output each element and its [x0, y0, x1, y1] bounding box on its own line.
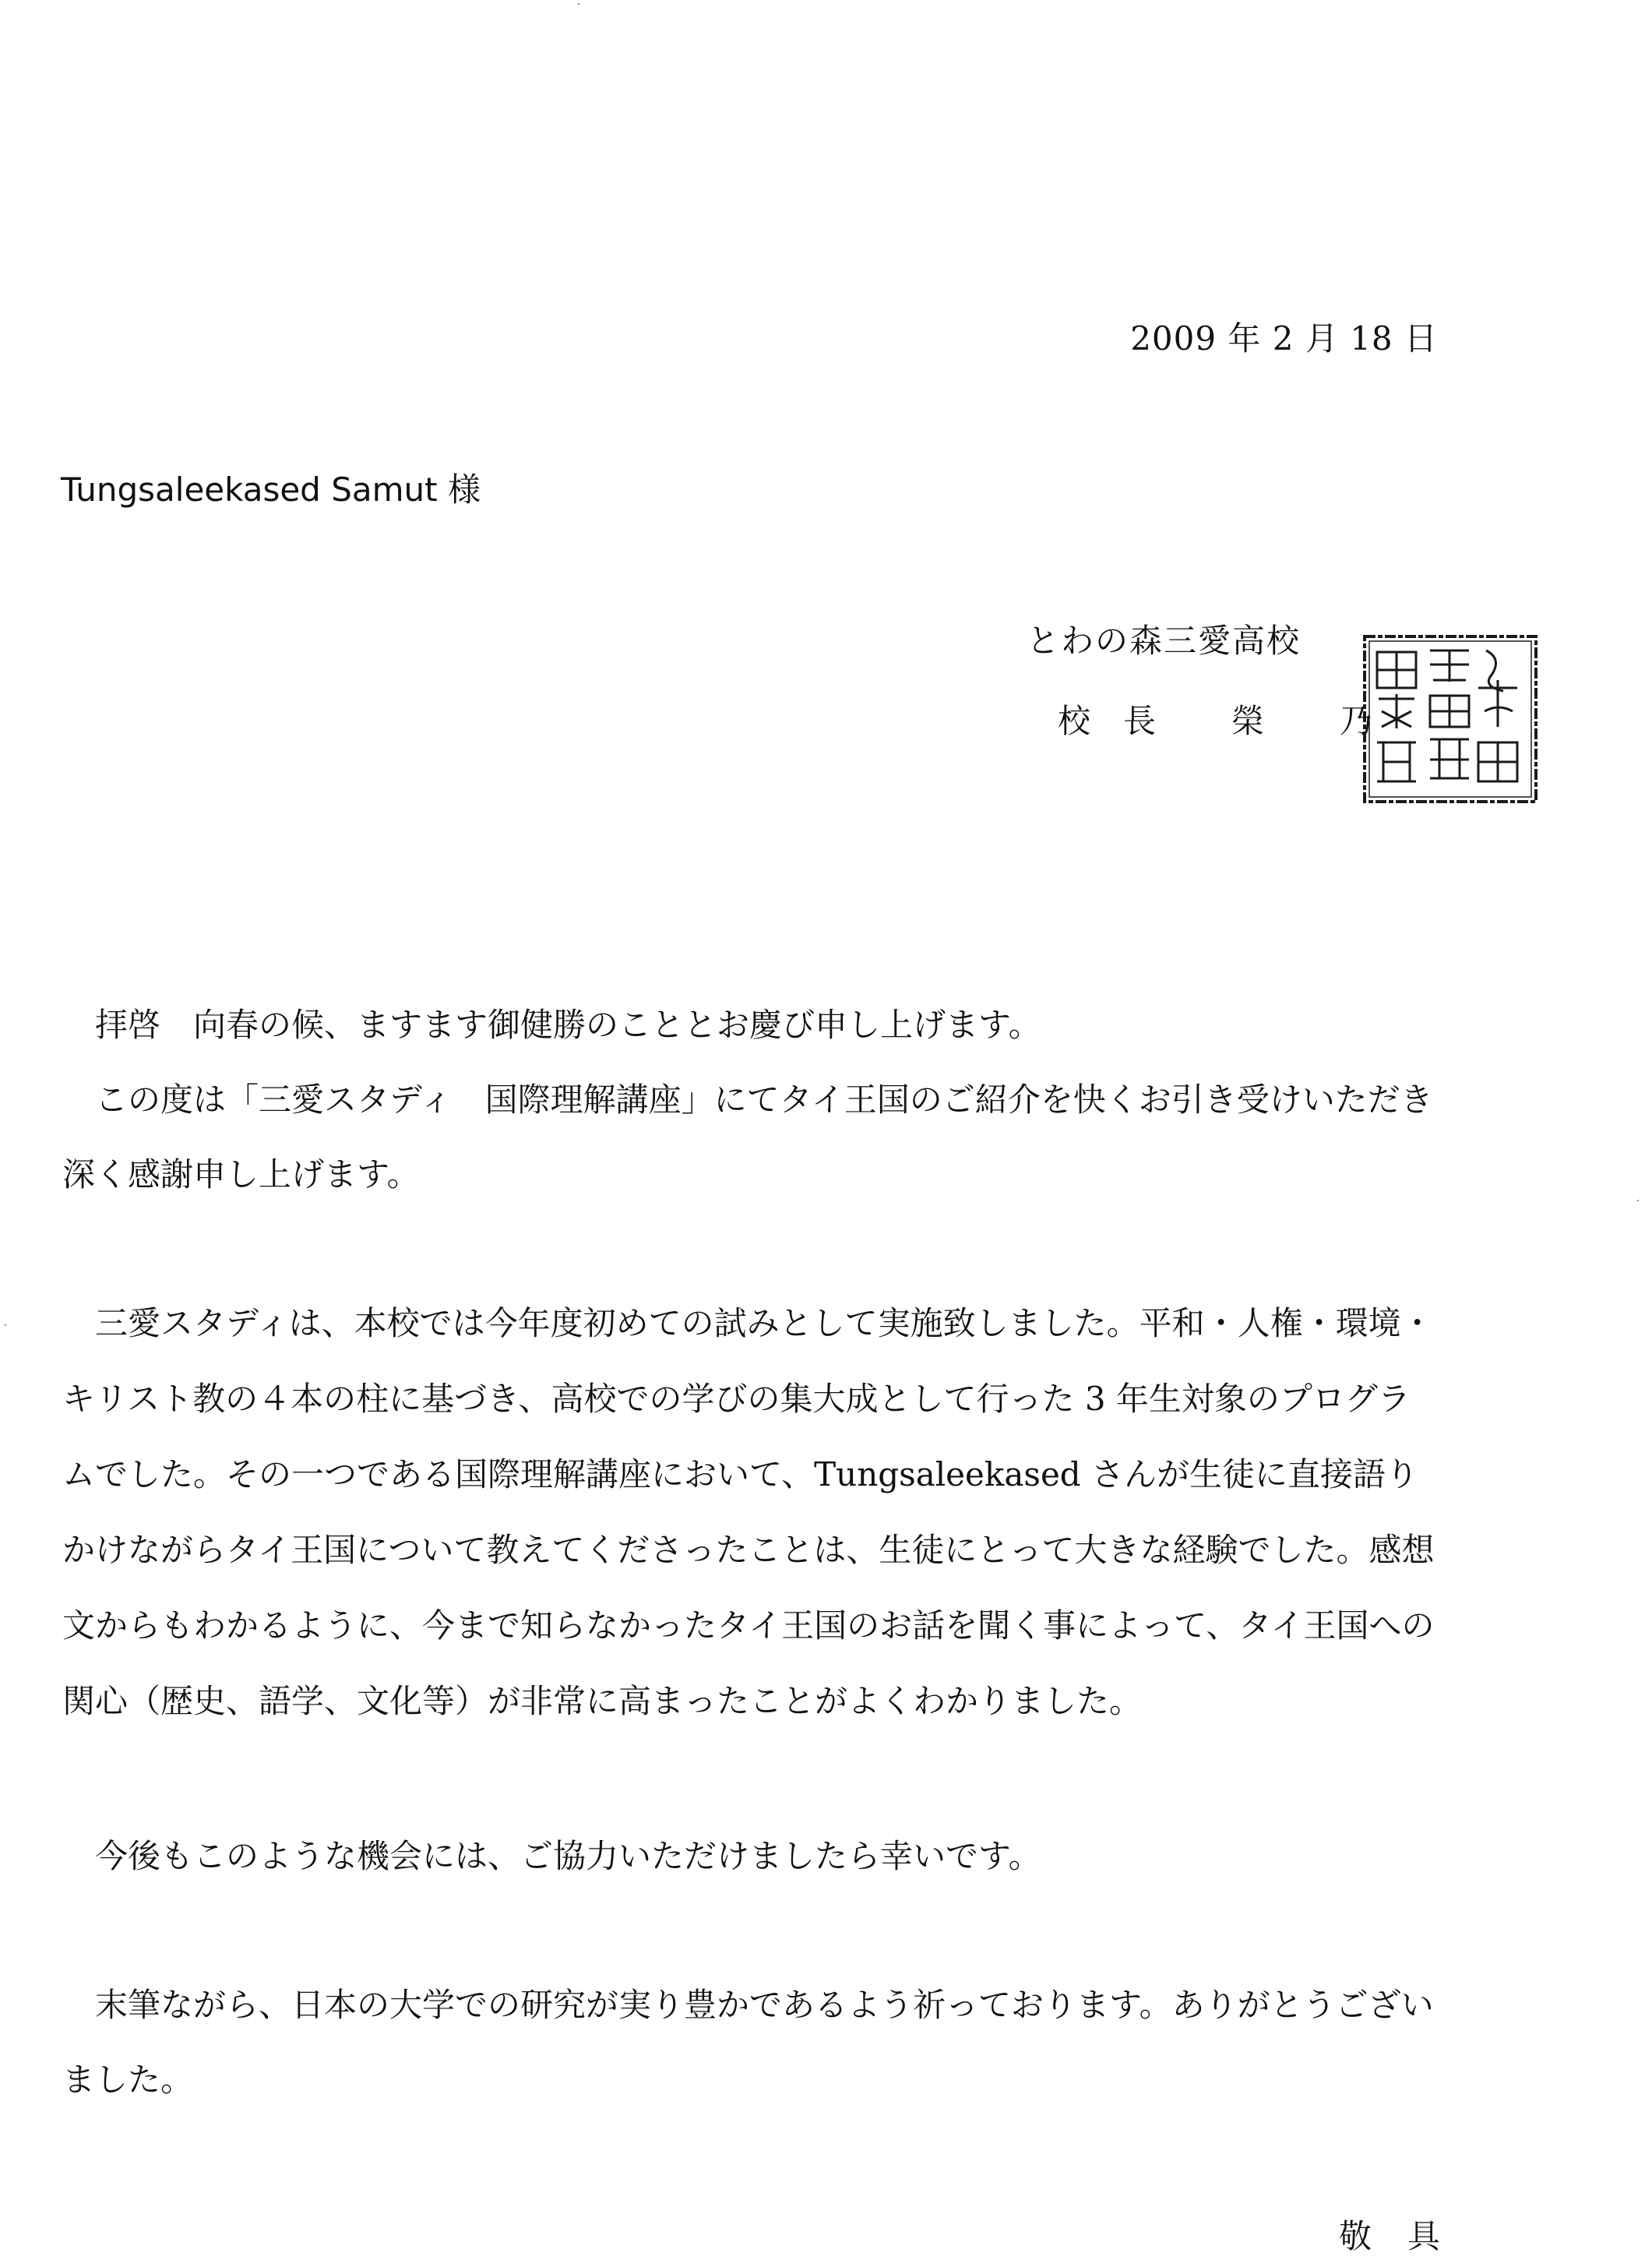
scan-speck: [578, 3, 579, 5]
paragraph-request: 今後もこのような機会には、ご協力いただけましたら幸いです。: [95, 1837, 1041, 1875]
scan-speck: [1637, 1200, 1639, 1201]
recipient-name: Tungsaleekased Samut 様: [61, 471, 481, 509]
paragraph-closing-wish: 末筆ながら、日本の大学での研究が実り豊かであるよう祈っております。ありがとうございました。: [62, 1986, 1434, 2099]
paragraph-report: 三愛スタディは、本校では今年度初めての試みとして実施致しました。平和・人権・環境・キリスト教の４本の柱に基づき、高校での学びの集大成として行った 3 年生対象のプログラムでした。その一つである国際理解講座において、Tungsaleekased さんが生徒に直接語りかけながらタイ王国について教えてくださったことは、生徒にとって大きな経験でした。感想文からもわかるように、今まで知らなかったタイ王国のお話を聞く事によって、タイ王国への関心（歴史、語学、文化等）が非常に高まったことがよくわかりました。: [62, 1304, 1435, 1720]
closing-char: 具: [1407, 2217, 1442, 2255]
letter-date: 2009 年 2 月 18 日: [1130, 319, 1438, 358]
official-seal-icon: [1361, 633, 1539, 805]
scan-speck: [5, 1324, 6, 1326]
name-char: 榮: [1231, 702, 1266, 740]
sender-principal: [1058, 696, 1374, 742]
paragraph-thanks: この度は「三愛スタディ 国際理解講座」にてタイ王国のご紹介を快くお引き受けいただき深く感謝申し上げます。: [62, 1081, 1433, 1193]
title-char: 長: [1123, 702, 1158, 740]
name-char: 乃: [1340, 702, 1375, 740]
closing-salutation: [1339, 2211, 1442, 2258]
title-char: 校: [1058, 702, 1093, 740]
closing-char: 敬: [1338, 2217, 1373, 2255]
sender-school: とわの森三愛高校: [1027, 622, 1302, 660]
paragraph-greeting: 拝啓 向春の候、ますます御健勝のこととお慶び申し上げます。: [95, 1006, 1041, 1044]
